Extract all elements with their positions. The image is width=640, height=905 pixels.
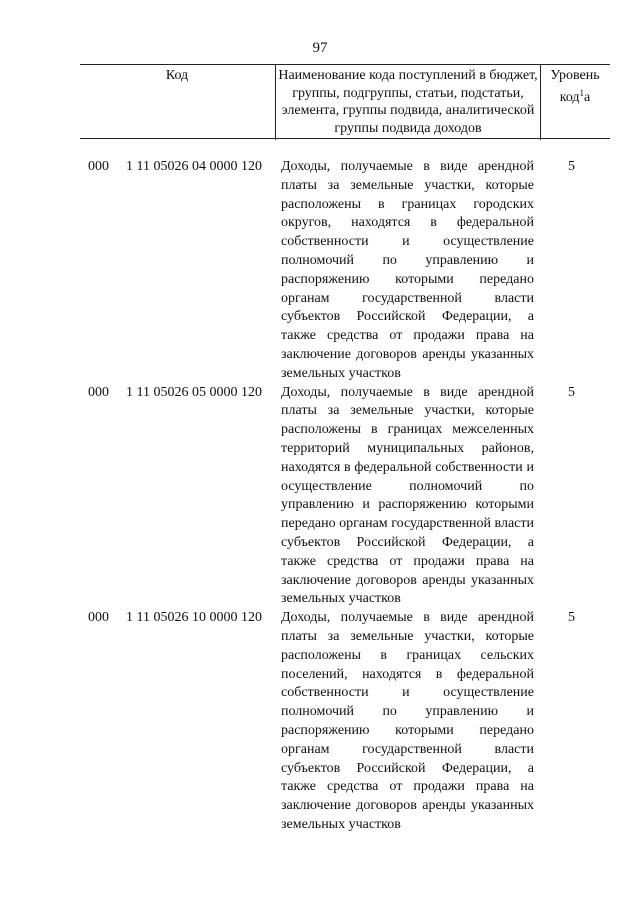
page-number: 97: [312, 40, 328, 56]
table-row: [80, 609, 610, 835]
header-code: Код: [165, 68, 189, 83]
admin-code: 000: [88, 384, 109, 400]
revenue-code: 1 11 05026 10 0000 120: [126, 610, 262, 626]
table-body: [80, 158, 610, 835]
header-level-tail: а: [584, 89, 591, 105]
revenue-code: 1 11 05026 04 0000 120: [126, 159, 262, 174]
table-row: [80, 384, 610, 610]
admin-code: 000: [88, 610, 109, 626]
table-row: [80, 158, 610, 384]
header-level-text: Уровень код: [550, 68, 600, 105]
revenue-description: Доходы, получаемые в виде арендной платы за земельные участки, которые расположены в границах межселенных территорий муниципальных районов, находятся в федеральной собственности и осуществление полномочий по управлению и распоряжению которыми передано органам государственной власти субъектов Российской Федерации, а также средства от продажи права на заключение договоров аренды указанных земельных участков: [281, 384, 534, 607]
revenue-level: 5: [568, 384, 575, 400]
revenue-code: 1 11 05026 05 0000 120: [126, 384, 262, 400]
header-level: [540, 65, 610, 140]
revenue-description: Доходы, получаемые в виде арендной платы за земельные участки, которые расположены в границах городских округов, находятся в федеральной собственности и осуществление полномочий по управлению и распоряжению которыми передано органам государственной власти субъектов Российской Федерации, а также средства от продажи права на заключение договоров аренды указанных земельных участков: [281, 159, 534, 381]
revenue-level: 5: [568, 610, 575, 626]
footnote-marker: 1: [579, 87, 585, 98]
header-name: Наименование кода поступлений в бюджет, группы, подгруппы, статьи, подстатьи, элемента, группы подвида, аналитической группы подвида доходов: [275, 65, 541, 140]
revenue-level: 5: [568, 159, 575, 174]
revenue-description: Доходы, получаемые в виде арендной платы за земельные участки, которые расположены в границах сельских поселений, находятся в федеральной собственности и осуществление полномочий по управлению и распоряжению которыми передано органам государственной власти субъектов Российской Федерации, а также средства от продажи права на заключение договоров аренды указанных земельных участков: [281, 610, 534, 832]
table-header: [80, 64, 610, 139]
admin-code: 000: [88, 159, 109, 174]
